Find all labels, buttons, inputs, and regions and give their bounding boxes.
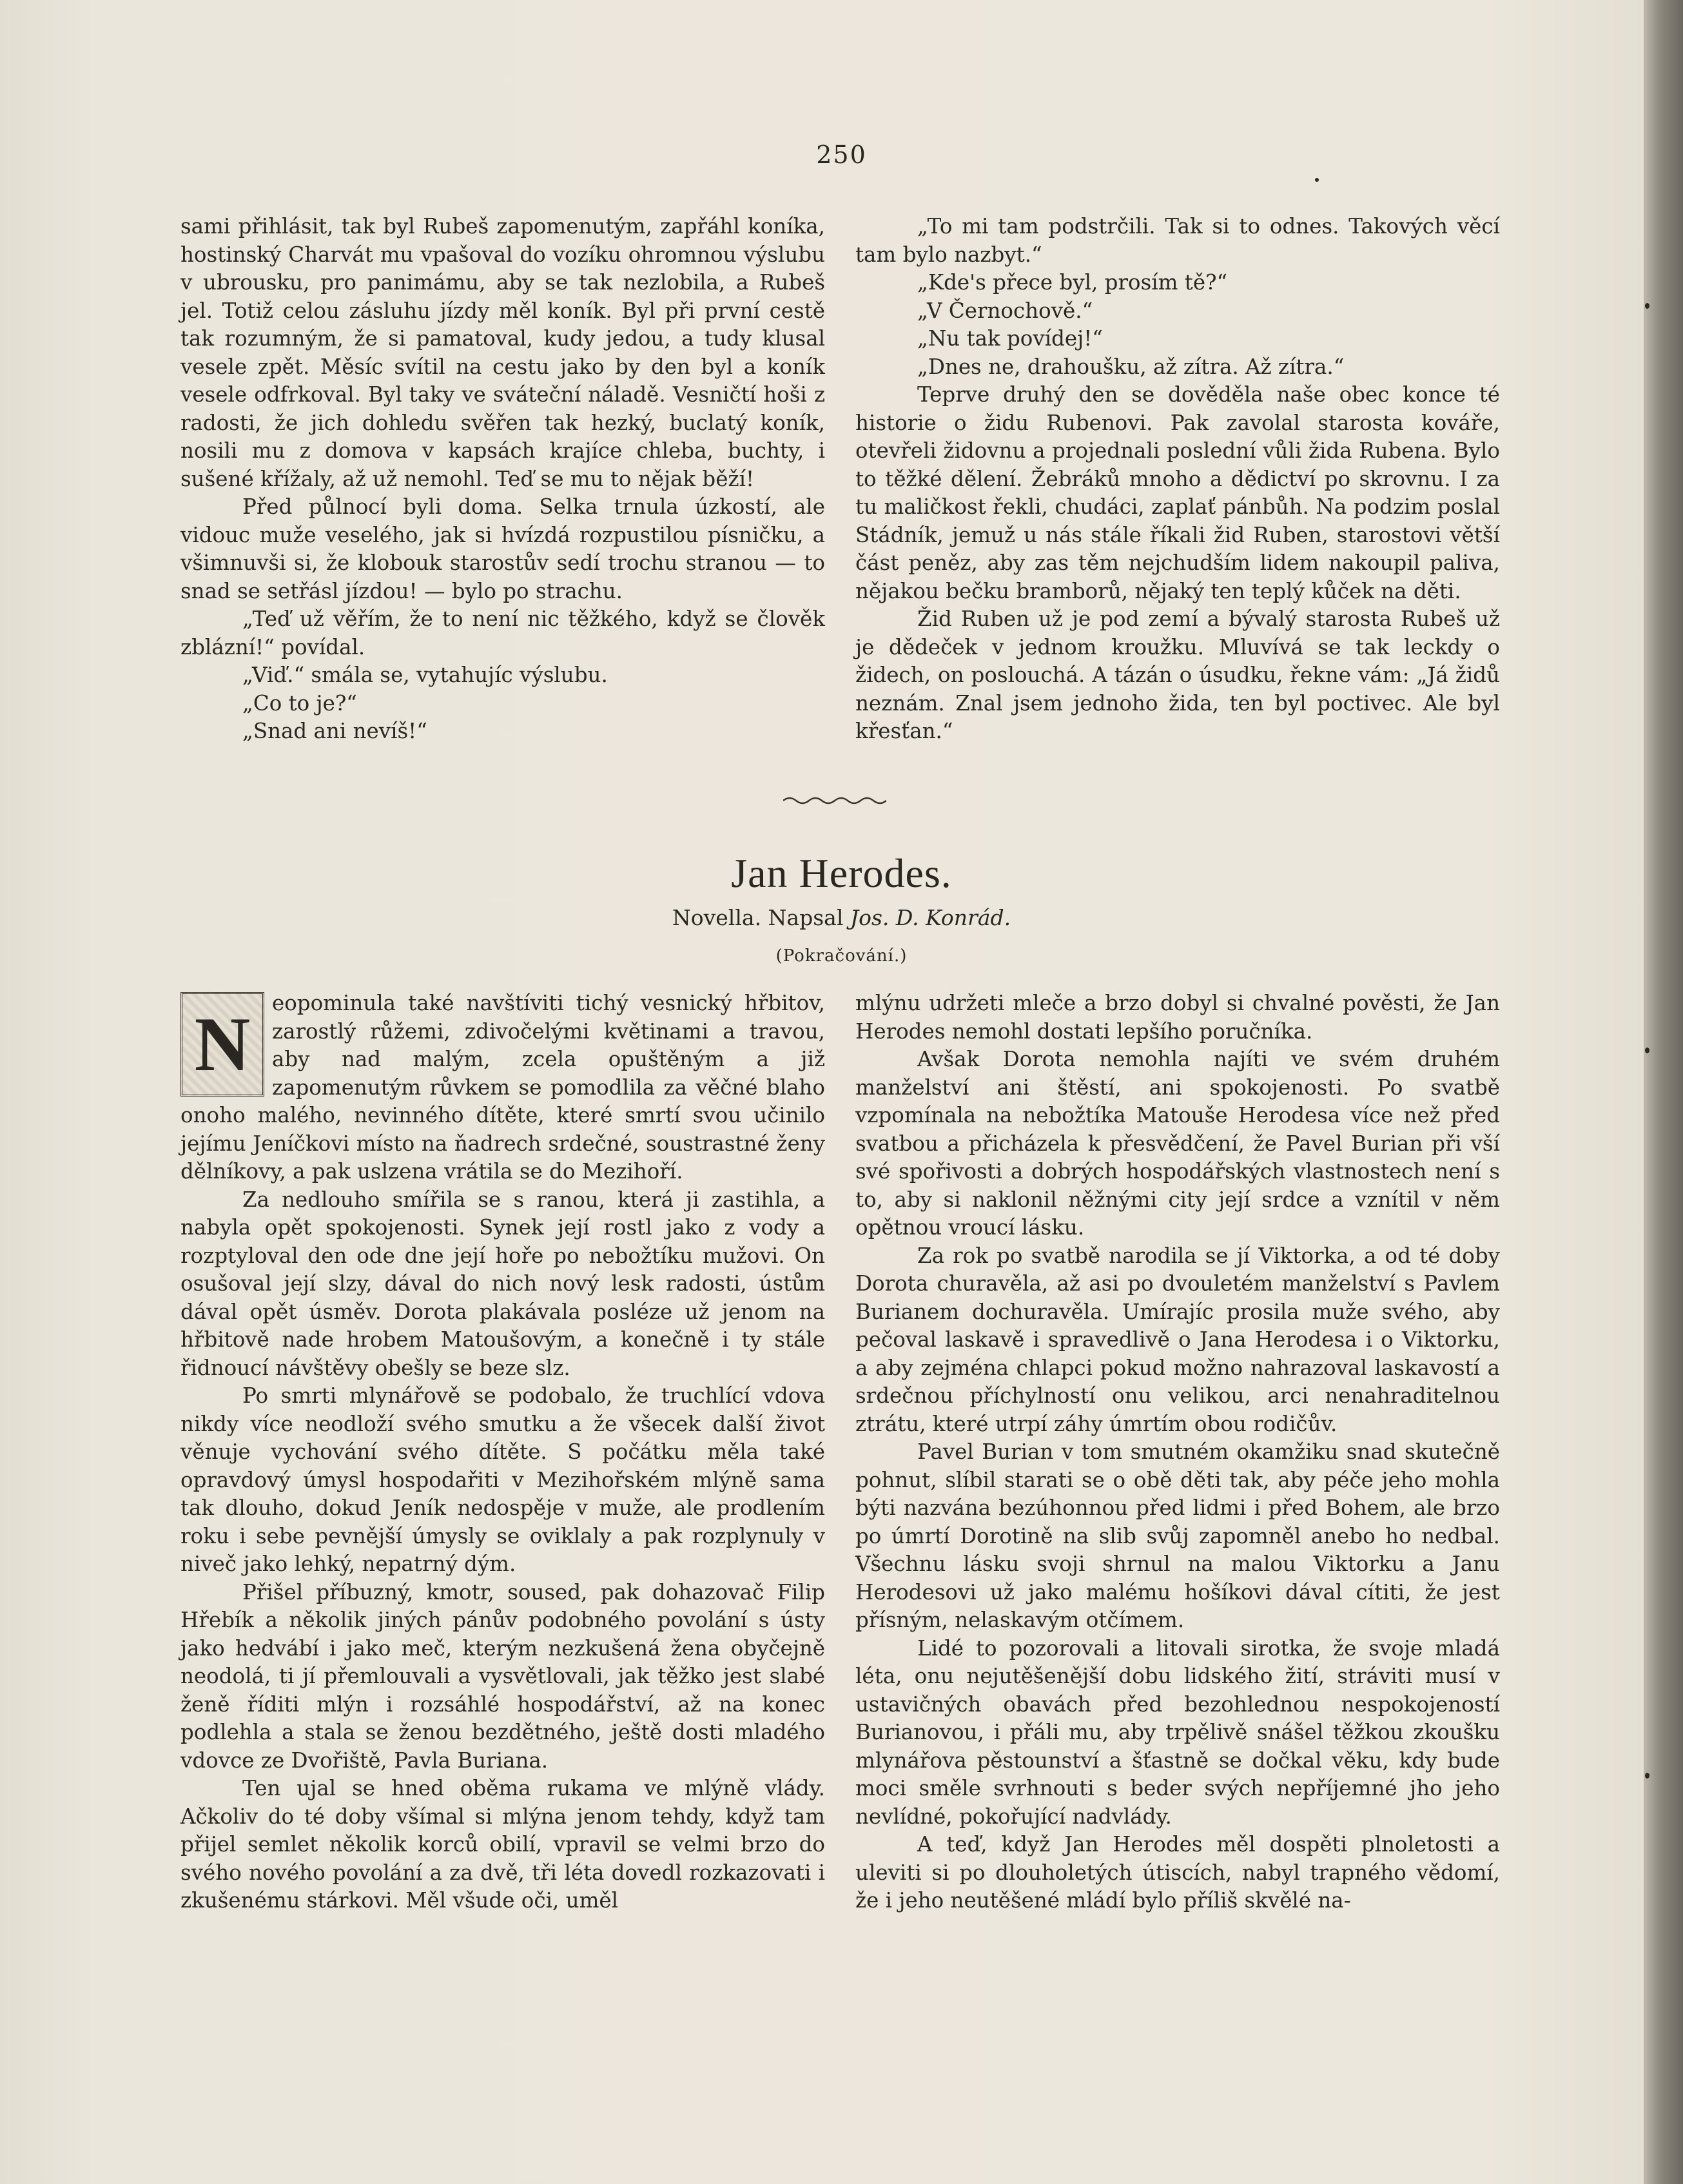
column-top-left: [180, 213, 825, 746]
paragraph: Teprve druhý den se dověděla naše obec konce té historie o židu Rubenovi. Pak zavolal starosta kováře, otevřeli židovnu a projednali poslední vůli žida Rubena. Bylo to těžké dělení. Žebráků mnoho a dědictví po skrovnu. I za tu maličkost řekli, chudáci, zaplať pánbůh. Na podzim poslal Stádník, jemuž u nás stále říkali žid Ruben, starostovi větší část peněz, aby zas těm nejchudším lidem nakoupil paliva, nějakou bečku bramborů, nějaký ten teplý kůček na děti.: [855, 382, 1500, 603]
paragraph: Přišel příbuzný, kmotr, soused, pak dohazovač Filip Hřebík a několik jiných pánův podobného povolání s ústy jako hedvábí i jako meč, kterým nezkušená žena obyčejně neodolá, ti jí přemlouvali a vysvětlovali, jak těžko jest slabé ženě říditi mlýn i rozsáhlé hospodářství, až na konec podlehla a stala se ženou bezdětného, ještě dosti mladého vdovce ze Dvořiště, Pavla Buriana.: [180, 1579, 825, 1773]
paragraph: Za rok po svatbě narodila se jí Viktorka, a od té doby Dorota churavěla, až asi po dvouletém manželství s Pavlem Burianem dochuravěla. Umírajíc prosila muže svého, aby pečoval laskavě i spravedlivě o Jana Herodesa i o Viktorku, a aby zejména chlapci pokud možno nahrazoval laskavostí a srdečnou příchylností onu velikou, arci nenahraditelnou ztrátu, které utrpí záhy úmrtím obou rodičův.: [855, 1243, 1500, 1436]
print-speck: [1645, 303, 1649, 309]
paragraph: „V Černochově.“: [917, 298, 1093, 323]
print-speck: [1315, 178, 1319, 182]
author-name: Jos. D. Konrád.: [850, 905, 1011, 930]
print-speck: [1645, 1048, 1649, 1053]
paragraph: Žid Ruben už je pod zemí a bývalý starosta Rubeš už je dědeček v jednom kroužku. Mluvívá se tak leckdy o židech, on poslouchá. A tázán o úsudku, řekne vám: „Já židů neznám. Znal jsem jednoho žida, ten byl poctivec. Ale byl křesťan.“: [855, 607, 1500, 743]
paragraph: „Co to je?“: [242, 690, 357, 716]
article-title: Jan Herodes.: [731, 850, 952, 896]
paragraph: „Dnes ne, drahoušku, až zítra. Až zítra.“: [917, 354, 1345, 379]
paragraph: Pavel Burian v tom smutném okamžiku snad skutečně pohnut, slíbil starati se o obě děti tak, aby péče jeho mohla býti nazvána bezúhonnou před lidmi i před Bohem, ale brzo po úmrtí Dorotině na slib svůj zapomněl anebo ho nedbal. Všechnu lásku svoji shrnul na malou Viktorku a Janu Herodesovi už jako malému hošíkovi dával cítiti, že jest přísným, nelaskavým otčímem.: [855, 1439, 1500, 1632]
paragraph: sami přihlásit, tak byl Rubeš zapomenutým, zapřáhl koníka, hostinský Charvát mu vpašoval do vozíku ohromnou výslubu v ubrousku, pro panimámu, aby se tak nezlobila, a Rubeš jel. Totiž celou zásluhu jízdy měl koník. Byl při první cestě tak rozumným, že si pamatoval, kudy jedou, a tudy klusal vesele zpět. Měsíc svítil na cestu jako by den byl a koník vesele odfrkoval. Byl taky ve sváteční náladě. Vesničtí hoši z radosti, že jich dohledu svěřen tak hezký, buclatý koník, nosili mu z domova v kapsách krajíce chleba, buchty, i sušené křížaly, až už nemohl. Teď se mu to nějak běží!: [180, 214, 825, 491]
paragraph: „Snad ani nevíš!“: [242, 719, 427, 743]
continuation-note: (Pokračování.): [775, 946, 908, 966]
wavy-divider-ornament: [783, 794, 886, 807]
column-bottom-right: [855, 990, 1500, 1915]
page-number: 250: [816, 141, 867, 169]
paragraph: „Nu tak povídej!“: [917, 326, 1103, 351]
paragraph: Za nedlouho smířila se s ranou, která ji zastihla, a nabyla opět spokojenosti. Synek její rostl jako z vody a rozptyloval den ode dne její hoře po nebožtíku mužovi. On osušoval její slzy, dával do nich nový lesk radosti, ústům dával opět úsměv. Dorota plakávala posléze už jenom na hřbitově nade hrobem Matoušovým, a konečně i ty stále řidnoucí návštěvy obešly se beze slz.: [180, 1187, 825, 1380]
paragraph: „Kde's přece byl, prosím tě?“: [917, 270, 1228, 295]
column-top-right: [855, 213, 1500, 746]
paragraph: Ten ujal se hned oběma rukama ve mlýně vlády. Ačkoliv do té doby všímal si mlýna jenom tehdy, když tam přijel semlet několik korců obilí, vpravil se velmi brzo do svého nového povolání a za dvě, tři léta dovedl rozkazovati i zkušenému stárkovi. Měl všude oči, uměl: [180, 1776, 825, 1913]
print-speck: [1645, 1773, 1649, 1779]
ornamental-dropcap: N: [180, 992, 264, 1097]
paragraph: „To mi tam podstrčili. Tak si to odnes. Takových věcí tam bylo nazbyt.“: [855, 214, 1500, 267]
page-edge: [1644, 0, 1683, 2184]
paragraph: Před půlnocí byli doma. Selka trnula úzkostí, ale vidouc muže veselého, jak si hvízdá rozpustilou písničku, a všimnuvši si, že klobouk starostův sedí trochu stranou — to snad se setřásl jízdou! — bylo po strachu.: [180, 494, 825, 603]
paragraph: „Viď.“ smála se, vytahujíc výslubu.: [242, 663, 608, 687]
paragraph: Avšak Dorota nemohla najíti ve svém druhém manželství ani štěstí, ani spokojenosti. Po svatbě vzpomínala na nebožtíka Matouše Herodesa více než před svatbou a přicházela k přesvědčení, že Pavel Burian při vší své spořivosti a dobrých hospodářských vlastnostech není s to, aby si naklonil něžnými city její srdce a vznítil v něm opětnou vroucí lásku.: [855, 1047, 1500, 1240]
paragraph: A teď, když Jan Herodes měl dospěti plnoletosti a uleviti si po dlouholetých útiscích, nabyl trapného vědomí, že i jeho neutěšené mládí bylo příliš skvělé na-: [855, 1832, 1500, 1913]
article-subtitle: [0, 905, 1683, 930]
paragraph: Lidé to pozorovali a litovali sirotka, že svoje mladá léta, onu nejutěšenější dobu lidského žití, stráviti musí v ustavičných obavách před bezohlednou nespokojeností Burianovou, i přáli mu, aby trpělivě snášel těžkou zkoušku mlynářova pěstounství a šťastně se dočkal věku, kdy bude moci směle svrhnouti s beder svých nepříjemné jho jeho nevlídné, pokořující nadvlády.: [855, 1635, 1500, 1829]
paragraph: mlýnu udržeti mleče a brzo dobyl si chvalné pověsti, že Jan Herodes nemohl dostati lepšího poručníka.: [855, 991, 1500, 1044]
paragraph: „Teď už věřím, že to není nic těžkého, když se člověk zblázní!“ povídal.: [180, 607, 825, 659]
column-bottom-left: [180, 990, 825, 1915]
subtitle-prefix: Novella. Napsal: [672, 905, 844, 930]
paragraph: Po smrti mlynářově se podobalo, že truchlící vdova nikdy více neodloží svého smutku a že všecek další život věnuje vychování svého dítěte. S počátku měla také opravdový úmysl hospodařiti v Mezihořském mlýně sama tak dlouho, dokud Jeník nedospěje v muže, ale prodlením roku i sebe pevnější úmysly se oviklaly a pak rozplynuly v niveč jako lehký, nepatrný dým.: [180, 1383, 825, 1576]
paragraph: eopominula také navštíviti tichý vesnický hřbitov, zarostlý růžemi, zdivočelými květinami a travou, aby nad malým, zcela opuštěným a již zapomenutým růvkem se pomodlila za věčné blaho onoho malého, nevinného dítěte, které smrtí svou učinilo jejímu Jeníčkovi místo na ňadrech srdečné, soustrastné ženy dělníkovy, a pak uslzena vrátila se do Mezihoří.: [180, 991, 825, 1184]
